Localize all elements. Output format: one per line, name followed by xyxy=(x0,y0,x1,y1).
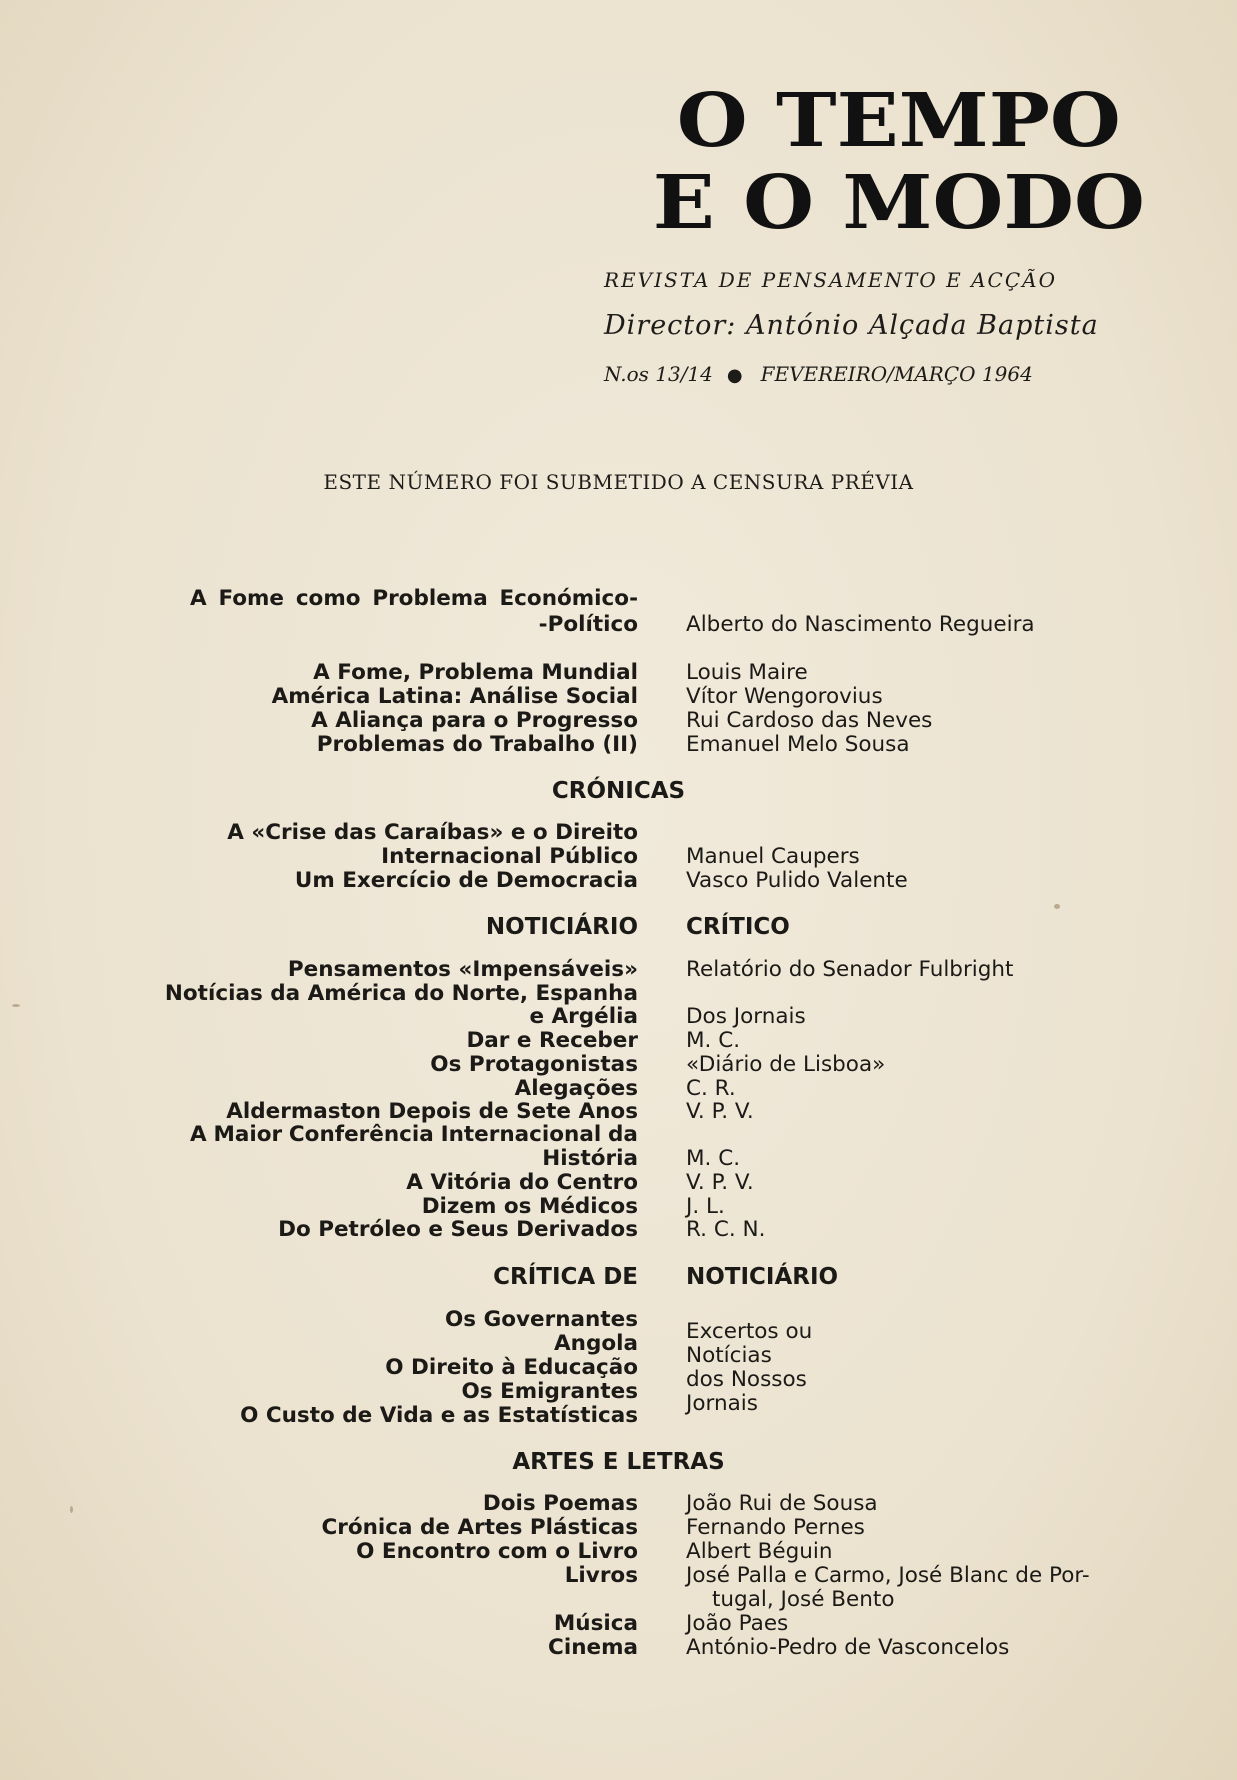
entry-title: Música xyxy=(553,1611,638,1636)
entry-title: A Fome, Problema Mundial xyxy=(313,660,638,685)
entry-title: Dois Poemas xyxy=(482,1491,638,1516)
entry-author: C. R. xyxy=(686,1076,736,1101)
entry-author: Albert Béguin xyxy=(686,1539,833,1564)
entry-author-continued: tugal, José Bento xyxy=(712,1587,895,1612)
entry-title-continued: -Político xyxy=(538,612,638,637)
entry-author: João Paes xyxy=(686,1611,789,1636)
entry-title-continued: e Argélia xyxy=(529,1004,638,1029)
bullet-dot: ● xyxy=(726,365,743,386)
entry-title: Alegações xyxy=(514,1076,638,1101)
entry-title: Aldermaston Depois de Sete Anos xyxy=(226,1099,638,1124)
entry-title: A Maior Conferência Internacional da xyxy=(190,1122,638,1147)
entry-title: Os Emigrantes xyxy=(461,1379,638,1404)
entry-author: João Rui de Sousa xyxy=(686,1491,878,1516)
entry-author: J. L. xyxy=(686,1194,725,1219)
masthead-title-line-1: O TEMPO xyxy=(676,78,1121,164)
entry-author: Vítor Wengorovius xyxy=(686,684,883,709)
shared-author-block xyxy=(686,1320,812,1416)
author-line: Excertos ou xyxy=(686,1319,813,1344)
entry-author: Dos Jornais xyxy=(686,1004,806,1029)
author-line: Jornais xyxy=(686,1391,758,1416)
entry-author: Relatório do Senador Fulbright xyxy=(686,957,1014,982)
entry-author: Manuel Caupers xyxy=(686,844,860,869)
entry-author: V. P. V. xyxy=(686,1099,754,1124)
author-line: dos Nossos xyxy=(686,1367,807,1392)
censorship-notice: ESTE NÚMERO FOI SUBMETIDO A CENSURA PRÉVIA xyxy=(323,470,914,494)
entry-title: A Vitória do Centro xyxy=(406,1170,638,1195)
entry-title: Um Exercício de Democracia xyxy=(294,868,638,893)
issue-date: FEVEREIRO/MARÇO 1964 xyxy=(760,362,1033,386)
entry-title: O Custo de Vida e as Estatísticas xyxy=(240,1403,638,1428)
entry-author: Rui Cardoso das Neves xyxy=(686,708,933,733)
masthead-title-line-2: E O MODO xyxy=(652,160,1145,246)
paper-speck xyxy=(12,1004,20,1007)
entry-title-continued: História xyxy=(542,1146,638,1171)
author-line: Notícias xyxy=(686,1343,772,1368)
entry-author: V. P. V. xyxy=(686,1170,754,1195)
entry-author: Fernando Pernes xyxy=(686,1515,865,1540)
section-heading-artes-e-letras: ARTES E LETRAS xyxy=(512,1449,725,1475)
entry-title-continued: Internacional Público xyxy=(381,844,638,869)
issue-line xyxy=(604,362,1134,386)
entry-title: Angola xyxy=(554,1331,638,1356)
entry-author: M. C. xyxy=(686,1146,741,1171)
issue-number: N.os 13/14 xyxy=(604,362,713,386)
entry-title: A Fome como Problema Económico- xyxy=(190,586,638,611)
entry-title: Do Petróleo e Seus Derivados xyxy=(278,1217,638,1242)
entry-title: Dizem os Médicos xyxy=(421,1194,638,1219)
entry-title: Livros xyxy=(564,1563,638,1588)
paper-speck xyxy=(1054,904,1060,909)
entry-title: O Encontro com o Livro xyxy=(356,1539,638,1564)
entry-author: Vasco Pulido Valente xyxy=(686,868,908,893)
entry-title: O Direito à Educação xyxy=(385,1355,638,1380)
entry-author: António-Pedro de Vasconcelos xyxy=(686,1635,1010,1660)
entry-title: A Aliança para o Progresso xyxy=(311,708,638,733)
entry-title: Notícias da América do Norte, Espanha xyxy=(164,981,638,1006)
paper-speck xyxy=(70,1506,73,1513)
entry-author: R. C. N. xyxy=(686,1217,766,1242)
entry-author: Alberto do Nascimento Regueira xyxy=(686,612,1035,637)
entry-author: M. C. xyxy=(686,1028,741,1053)
entry-title: Cinema xyxy=(548,1635,638,1660)
entry-title: Dar e Receber xyxy=(466,1028,638,1053)
entry-title: A «Crise das Caraíbas» e o Direito xyxy=(227,820,638,845)
entry-author: Emanuel Melo Sousa xyxy=(686,732,910,757)
entry-title: América Latina: Análise Social xyxy=(271,684,638,709)
masthead-director: Director: António Alçada Baptista xyxy=(604,310,1099,341)
entry-author: Louis Maire xyxy=(686,660,808,685)
entry-title: Problemas do Trabalho (II) xyxy=(316,732,638,757)
entry-author: «Diário de Lisboa» xyxy=(686,1052,886,1077)
entry-title: Os Governantes xyxy=(445,1307,638,1332)
entry-title: Pensamentos «Impensáveis» xyxy=(287,957,638,982)
entry-title: Crónica de Artes Plásticas xyxy=(321,1515,638,1540)
entry-author: José Palla e Carmo, José Blanc de Por- xyxy=(686,1563,1090,1588)
masthead-subtitle: REVISTA DE PENSAMENTO E ACÇÃO xyxy=(604,268,1057,292)
section-heading-cronicas: CRÓNICAS xyxy=(551,778,686,804)
entry-title: Os Protagonistas xyxy=(430,1052,638,1077)
